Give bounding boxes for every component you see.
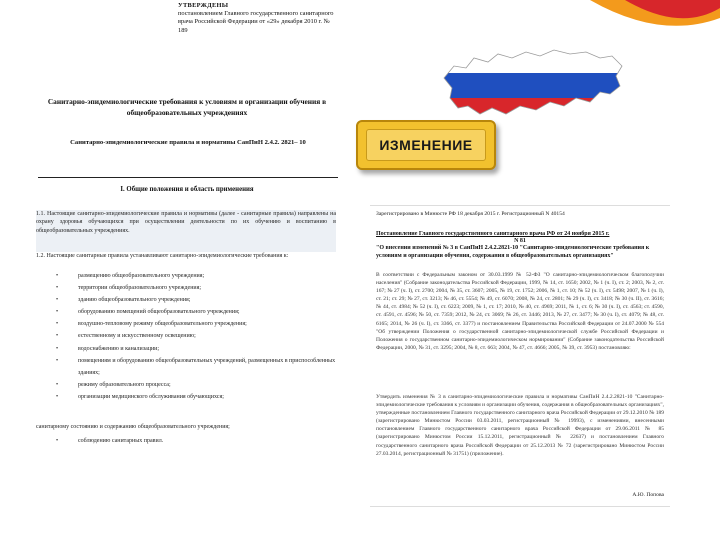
- list-item: • режиму образовательного процесса;: [48, 379, 338, 391]
- resolution-title: Постановление Главного государственного санитарного врача РФ от 24 ноября 2015 г.: [376, 231, 610, 237]
- approval-heading: УТВЕРЖДЕНЫ: [178, 2, 229, 9]
- registration-info: Зарегистрировано в Минюсте РФ 18 декабря 2015 г. Регистрационный N 40154: [376, 211, 565, 217]
- approval-stamp-block: [178, 2, 338, 35]
- requirements-list: [48, 270, 338, 403]
- section-title: I. Общие положения и область применения: [120, 186, 254, 193]
- document-subtitle: Санитарно-эпидемиологические правила и нормативы СанПиН 2.4.2. 2821– 10: [70, 139, 306, 146]
- list-item: • оборудованию помещений общеобразовательного учреждения;: [48, 306, 338, 318]
- amendment-document-page: [370, 205, 670, 507]
- list-item: • помещениям и оборудованию общеобразовательных учреждений, размещенных в приспособленных зданиях;: [48, 355, 338, 379]
- document-title: Санитарно-эпидемиологические требования к условиям и организации обучения в общеобразовательных учреждениях: [47, 97, 327, 117]
- list-item: • водоснабжению и канализации;: [48, 343, 338, 355]
- approval-text: постановлением Главного государственного санитарного врача Российской Федерации от «29» декабря 2010 г. № 189: [178, 10, 334, 34]
- list-item: • организации медицинского обслуживания обучающихся;: [48, 391, 338, 403]
- list-item: • соблюдению санитарных правил.: [48, 435, 338, 447]
- list-item: • зданию общеобразовательного учреждения;: [48, 294, 338, 306]
- resolution-subject: "О внесении изменений № 3 в СанПиН 2.4.2.2821-10 "Санитарно-эпидемиологические требования к условиям и организации обучения, содержания в общеобразовательных организациях": [376, 245, 650, 259]
- list-item: • размещению общеобразовательного учреждения;: [48, 270, 338, 282]
- list-item: • территории общеобразовательного учреждения;: [48, 282, 338, 294]
- list-item: • естественному и искусственному освещению;: [48, 330, 338, 342]
- change-badge-label: ИЗМЕНЕНИЕ: [366, 129, 486, 161]
- paragraph-sanitary-state: санитарному состоянию и содержанию общеобразовательного учреждения;: [36, 424, 230, 430]
- requirements-list-tail: [48, 435, 338, 447]
- resolution-number: N 81: [514, 238, 526, 244]
- resolution-preamble: В соответствии с Федеральным законом от 30.03.1999 № 52-ФЗ "О санитарно-эпидемиологическом благополучии населения" (Собрание законодательства Российской Федерации, 1999, № 14, ст. 1650; 2002, № 1 (ч. I), ст. 2; 2003, № 2, ст. 167; № 27 (ч. I), ст. 2700; 2004, № 35, ст. 3607; 2005, № 19, ст. 1752; 2006, № 1, ст. 10; № 52 (ч. I), ст. 5498; 2007, № 1 (ч. I), ст. 21; ст. 29; № 27, ст. 3213; № 46, ст. 5554; № 49, ст. 6070; 2008, № 24, ст. 2801; № 29 (ч. I), ст. 3418; № 30 (ч. II), ст. 3616; № 44, ст. 4984; № 52 (ч. I), ст. 6223; 2009, № 1, ст. 17; 2010, № 40, ст. 4969; 2011, № 1, ст. 6; № 30 (ч. I), ст. 4563; ст. 4590, ст. 4591, ст. 4596; № 50, ст. 7359; 2012, № 24, ст. 3069; № 26, ст. 3446; 2013, № 27, ст. 3477; № 30 (ч. I), ст. 4079; № 48, ст. 6165; 2014, № 26 (ч. I), ст. 3366, ст. 3377) и постановлением Правительства Российской Федерации от 24.07.2000 № 554 "Об утверждении Положения о государственной санитарно-эпидемиологической службе Российской Федерации и Положения о государственном санитарно-эпидемиологическом нормировании" (Собрание законодательства Российской Федерации, 2000, № 31, ст. 3295; 2004, № 8, ст. 663; 2004, № 47, ст. 4666; 2005, № 39, ст. 3953) постановляю:: [376, 272, 664, 351]
- russia-flag-map-image: [440, 48, 625, 123]
- resolution-body: Утвердить изменения № 3 в санитарно-эпидемиологические правила и нормативы СанПиН 2.4.2.2821-10 "Санитарно-эпидемиологические требования к условиям и организации обучения, содержания в общеобразовательных организациях", утвержденные постановлением Главного государственного санитарного врача Российской Федерации от 29.12.2010 № 189 (зарегистрировано Минюстом России 03.03.2011, регистрационный № 19993), с изменениями, внесенными постановлением Главного государственного санитарного врача Российской Федерации от 29.06.2011 № 85 (зарегистрировано Минюстом России 15.12.2011, регистрационный № 22637) и постановлением Главного государственного санитарного врача Российской Федерации от 25.12.2013 № 72 (зарегистрировано Минюстом России 27.03.2014, регистрационный № 31751) (приложение).: [376, 394, 664, 457]
- signature-name: А.Ю. Попова: [632, 492, 664, 498]
- paragraph-1-1: 1.1. Настоящие санитарно-эпидемиологические правила и нормативы (далее - санитарные правила) направлены на охрану здоровья обучающихся при осуществлении деятельности по их обучению и воспитанию в общеобразовательных учреждениях.: [36, 211, 336, 234]
- divider-line: [38, 177, 338, 178]
- sanpin-document-page: [28, 0, 346, 540]
- list-item: • воздушно-тепловому режиму общеобразовательного учреждения;: [48, 318, 338, 330]
- change-badge: [356, 120, 496, 170]
- paragraph-1-2: 1.2. Настоящие санитарные правила устанавливают санитарно-эпидемиологические требования к:: [36, 253, 289, 259]
